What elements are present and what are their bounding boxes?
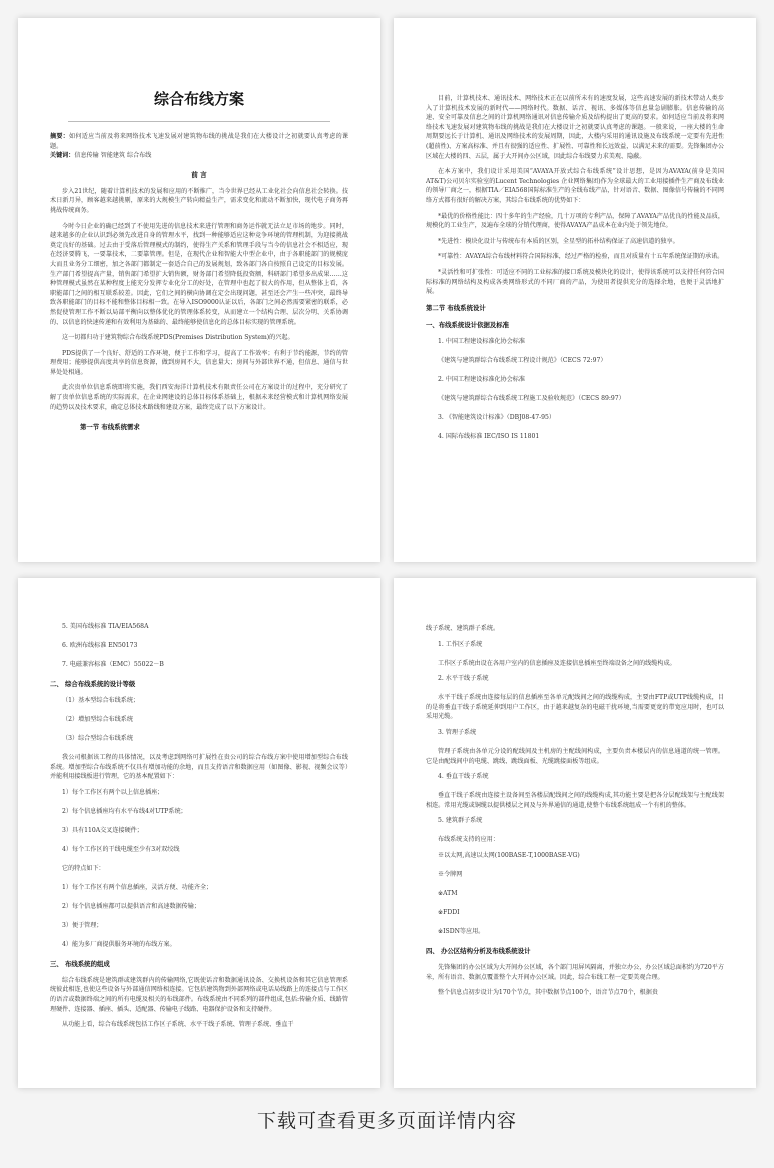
application-item: ※ISDN等应用。 [438, 927, 485, 935]
document-page-4 [394, 578, 756, 1088]
level-item: （1）基本型综合布线系统； [62, 697, 140, 704]
subsystem-text: 管理子系统由各单元分设的配线间及主机房的主配线间构成，主要负责本楼层内的信息通道的统一管理。它是由配线间中的电缆、跳线、跳线面板、光缆跳接面板等组成。 [426, 747, 724, 765]
subsystem-text: 工作区子系统由设在各用户室内的信息插座及连接信息插座至终端设备之间的线缆构成。 [438, 659, 676, 667]
level-item: （3）综合型综合布线系统 [62, 735, 133, 742]
standard-item: 4. 国际布线标准 IEC/ISO IS 11801 [438, 432, 540, 440]
document-page-2 [394, 18, 756, 562]
application-item: ※以太网,高速以太网(100BASE-T,1000BASE-VG) [438, 851, 580, 859]
subsystem-title: 2. 水平干线子系统 [438, 675, 489, 683]
standard-item: 《建筑与建筑群综合布线系统工程设计规范》（CECS 72:97） [438, 356, 607, 364]
design-level-heading: 二、 综合布线系统的设计等级 [50, 680, 136, 688]
feature-item: 1）每个工作区有两个信息插座，灵活方便、功能齐全； [62, 883, 213, 891]
abstract-text: 如何适应当前及将来网络技术飞速发展对建筑物布线的挑战是我们在大楼设计之初就要认真考虑的课题。 [50, 133, 349, 150]
application-item: ※ATM [438, 889, 458, 897]
subsection-heading: 一、布线系统设计依据及标准 [426, 320, 510, 329]
config-item: 2）每个信息插座均有水平布线4对UTP系统； [62, 807, 187, 815]
config-item: 3）具有110A交叉连接硬件； [62, 826, 143, 834]
office-heading: 四、 办公区结构分析及布线系统设计 [426, 946, 531, 955]
paragraph: *先进性：模块化设计与传统布有本质的区别，全星型的拓朴结构保证了高速信道的独享。 [438, 237, 679, 245]
paragraph: 目前，计算机技术、通讯技术、网络技术正在以前所未有的速度发展，这些高速发展的新技术带动人类步入了计算机技术发展的新时代——网络时代。数据、话音、视讯、多媒体等信息量急剧膨胀。信息传输的高速、安全可靠及信息之间的计算机网络通讯对信息传输介质及结构提出了更高的要求。如何适应当前及将来网络技术飞速发展对建筑物布线的挑战是我们在大楼设计之初就要认真考虑的课题。一般来说，一座大楼的生命周期要远长于计算机、通讯及网络技术的发展周期，因此，大楼内采用的通讯设施及布线系统一定要有先进性(超前性)、方案高标准、并且有很强的适应性、扩展性、可靠性和长远效益，以满足未来的需要。先锋集团办公区域在大楼的四、五层，属于大开间办公区域，因此综合布线要力求美观、隐蔽。 [426, 95, 724, 160]
abstract-label: 摘要： [50, 133, 70, 140]
paragraph: 此次贵单位信息系统即将实施，我们西安海洋计算机技术有限责任公司在方案设计的过程中，充分研究了解了贵单位信息系统的实际需求，在企业网建设的总体目标体系基础上，根据未来经营模式和计算机网络发展的趋势以及技术要求，确定总体技术路线和建设方案，最终完成了以下方案设计。 [50, 384, 348, 411]
keywords-label: 关键词： [50, 152, 75, 160]
section-heading: 第二节 布线系统设计 [426, 303, 486, 312]
paragraph: *灵活性和可扩张性：可适应不同的工业标准的接口系统及模块化的设计，使得该系统可以支持任何符合国际标准的网络结构及构成各类网络形式的不同厂商的产品，为使用者提供充分的选择余地，也便于灵活地扩展。 [426, 268, 724, 296]
subsystem-text: 布线系统支持的应用： [438, 836, 499, 844]
document-title: 综合布线方案 [153, 90, 244, 108]
composition-heading: 三、 布线系统的组成 [50, 959, 110, 968]
level-item: （2）增加型综合布线系统 [62, 716, 133, 723]
subsystem-title: 4. 垂直干线子系统 [438, 773, 489, 781]
application-item: ※FDDI [438, 908, 460, 916]
feature-item: 3）便于管理； [62, 921, 103, 929]
document-page-1 [18, 18, 380, 562]
foreword-heading: 前 言 [191, 170, 207, 179]
paragraph: 先锋集团的办公区域为大开间办公区域，各个部门用屏风隔离，并独立办公，办公区域总面积约为720平方米，所有语音、数据点覆盖整个大开间办公区域。因此，综合布线工程一定要美观合理。 [426, 963, 724, 981]
abstract [50, 132, 348, 161]
subsystem-title: 5. 建筑群子系统 [438, 817, 483, 825]
standard-item: 《建筑与建筑群综合布线系统工程施工及验收规范》（CECS 89:97） [438, 394, 625, 402]
standard-item: 6. 欧洲布线标准 EN50173 [62, 642, 138, 649]
section-heading: 第一节 布线系统需求 [80, 423, 140, 432]
paragraph: PDS提供了一个良好、舒适的工作环境，便于工作和学习，提高了工作效率；有利于节约能源，节约的管理费用；能够提供高度共享的信息资源，做到房间不大，信息量大；房间与外部世界不通，但信息、通信与世界处处相通。 [50, 349, 348, 376]
config-item: 1）每个工作区有两个以上信息插座； [62, 788, 164, 796]
subsystem-title: 3. 管理子系统 [438, 728, 477, 736]
subsystem-text: 水平干线子系统由连接每层的信息插座至各单元配线间之间的线缆构成，主要由FTP或UTP线缆构成，目的是将垂直干线子系统延伸到用户工作区，由于越来越复杂的电磁干扰环境,当需要更宽的带宽应用时，也可以采用光缆。 [426, 694, 724, 721]
feature-item: 4）能为多厂商提供服务环境的布线方案。 [62, 940, 176, 948]
paragraph: 整个信息点初步设计为170个节点，其中数据节点100个，语音节点70个，根据贵 [438, 989, 658, 997]
subsystem-title: 1. 工作区子系统 [438, 640, 483, 648]
paragraph: 今时今日企业的确已经到了不使用先进的信息技术来进行管理和商务运作就无法立足市场的地步。同时，越来越多的企业认识到必须先改进自身的管理水平，找到一种能够适应这种竞争环境的管理机制，为迎接挑战奠定良好的基础。过去由于受落后管理模式的制约，使得生产关系和管理手段与当今的信息社会不相适应，现在经济要腾飞，一要靠技术，二要靠管理。但是，在现代企业和智能大中型企业中，由于各职能部门的规模庞大而且业务分工细密，加之各部门都制定一套适合自己的发展规划，致各部门各自按照自己设定的目标发展。生产部门希望提高产量，销售部门希望扩大销售额，财务部门希望降低投资额，科研部门希望多出成果……这种管理模式虽然在某种程度上能充分发挥专业化分工的好处，在管理中也起了很大的作用，但从整体上看，各职能部门之间的相互联系较差。因此，它们之间的横向协调在定会出现问题，甚至还会产生一些冲突，最终导致各职能部门的目标不能和整体目标相一致。在导入ISO9000认证以后，各部门之间必然需要紧密的联系，必然促使管理工作不断以局部平衡向以整体优化的管理体系转变，从而建立一个结构合理、层次分明、关系协调的、以信息的快速传递和有效利用为基础的、最终能够使信息化的总体目标实现的管理系统。 [50, 222, 348, 326]
paragraph: 这一切都归功于建筑物综合布线系统PDS(Premises Distribution System)的兴起。 [62, 334, 294, 342]
standard-item: 5. 美国布线标准 TIA/EIA568A [62, 623, 149, 630]
standard-item: 7. 电磁兼容标准（EMC）55022－B [62, 661, 164, 668]
application-item: ※令牌网 [438, 870, 463, 878]
standard-item: 2. 中国工程建设标准化协会标准 [438, 375, 525, 383]
paragraph: 我公司根据该工程的具体情况，以及考虑到网络可扩展性在贵公司的综合布线方案中使用增加型综合布线系统。增加型综合布线系统不仅具有增加功能的余地，而且支持语音和数据应用（如图像、影视、视频会议等）并能利用接线板进行管理，它的基本配置如下： [50, 754, 348, 781]
download-more-caption: 下载可查看更多页面详情内容 [256, 1110, 517, 1132]
paragraph: 在本方案中，我们设计采用美国“AVAYA开放式综合布线系统”设计思想，是因为AVAYA(前身是美国AT&T)公司贝尔实验室的Lucent Technologies 企业网络集团)作为全球最大的工业用接插件生产商及布线业的领导厂商之一，根据TIA／EIA568国际标准生产的全线布线产品，针对语音、数据、图像信号传输的不同网络方式都有很好的解决方案，其综合布线系统的优势如下： [426, 168, 724, 204]
standard-item: 1. 中国工程建设标准化协会标准 [438, 337, 525, 345]
keywords-text: 信息传输 智能建筑 综合布线 [74, 152, 152, 160]
document-page-3 [18, 578, 380, 1088]
paragraph: *可靠性：AVAYA综合布线材料符合国际标准，经过严格的检验，而且对质量有十五年系统保证期的承诺。 [438, 253, 724, 261]
paragraph: 综合布线系统是建筑群或建筑群内的传输网络,它既使话音和数据通讯设备、交换机设备和其它信息管理系统彼此相连,也使这些设备与外部通信网络相连接。它包括建筑物到外部网络或电话局线路上的连接点与工作区的语音或数据终端之间的所有电缆及相关的布线部件。布线系统由不同系列的部件组成,包括:传输介质、线路管理硬件、连接器、插座、插头、适配器、传输电子线路、电器保护设备和支持硬件。 [50, 976, 348, 1013]
title-divider [68, 121, 330, 122]
config-item: 4）每个工作区的干线电缆至少有3对双绞线 [62, 845, 180, 853]
paragraph: 步入21世纪，随着计算机技术的发展和应用的不断推广，当今世界已经从工业化社会向信息社会转换。技术日新月异，顾客越来越挑剔，原来的大规模生产转向精益生产，需求变化和流动不断加快，现代电子商务再挑战传统商务。 [50, 187, 348, 214]
paragraph: 线子系统、建筑群子系统。 [426, 625, 500, 632]
subsystem-text: 垂直干线子系统由连接主设备间至各楼层配线间之间的线缆构成,其功能主要是把各分层配线架与主配线架相连。常用光缆或铜缆以提供楼层之间及与外界通信的通道,使整个布线系统组成一个有机的整体。 [426, 792, 724, 809]
feature-item: 2）每个信息插座都可以提供语音和高速数据传输； [62, 902, 200, 910]
features-label: 它的特点如下： [62, 864, 105, 872]
paragraph: 从功能上看，综合布线系统包括工作区子系统、水平干线子系统、管理子系统、垂直干 [62, 1021, 294, 1029]
paragraph: *最优的价格性能比：四十多年的生产经验，几十万项的专利产品，保障了AVAYA产品优良的性能及品质，规模化的工业生产，及遍布全球的分销代理商，使得AVAYA产品成本在业内处于领先地位。 [426, 212, 724, 230]
standard-item: 3. 《智能建筑设计标准》（DBJ08-47-95） [438, 413, 556, 421]
